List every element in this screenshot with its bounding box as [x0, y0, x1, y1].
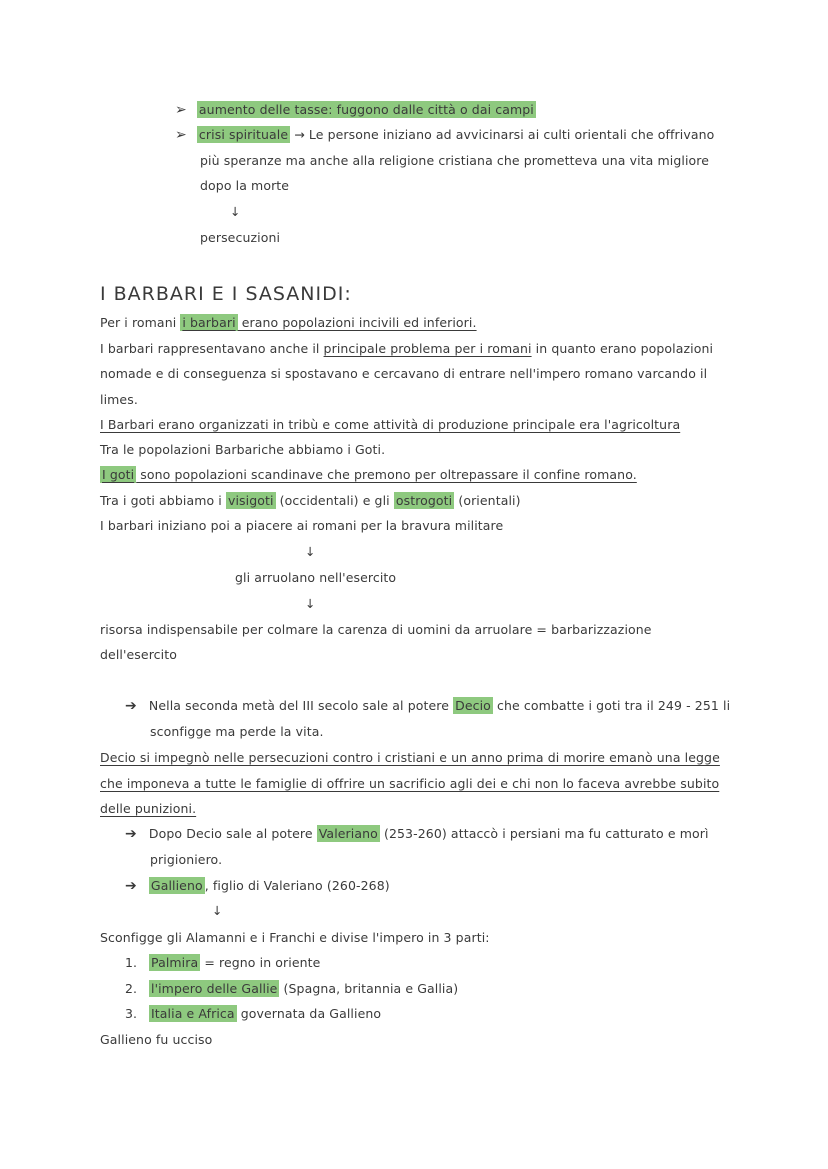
down-arrow-icon: ↓: [305, 544, 316, 559]
para-problema: [100, 340, 713, 358]
para-militare: I barbari iniziano poi a piacere ai romani per la bravura militare: [100, 518, 504, 533]
highlight-decio: Decio: [455, 698, 491, 713]
down-arrow-icon: ↓: [212, 903, 223, 918]
highlight-gallie: l'impero delle Gallie: [151, 981, 278, 996]
bullet-gallieno: [125, 877, 390, 895]
highlight-barbari: i barbari: [182, 315, 236, 330]
para-romani: [100, 314, 477, 332]
text: in quanto erano popolazioni: [531, 341, 714, 356]
text: (orientali): [454, 493, 521, 508]
bullet-arrow-icon: ➔: [125, 826, 137, 842]
text: (Spagna, britannia e Gallia): [279, 981, 459, 996]
bullet-arrow-icon: ➢: [175, 127, 187, 143]
text: I barbari rappresentavano anche il: [100, 341, 324, 356]
bullet-arrow-icon: ➢: [175, 102, 187, 118]
underlined-text: sono popolazioni scandinave che premono per oltrepassare il confine romano.: [136, 467, 637, 482]
para-visigoti: [100, 492, 521, 510]
highlight-crisi: crisi spirituale: [198, 127, 289, 142]
highlight-tasse: aumento delle tasse: fuggono dalle città o dai campi: [198, 102, 534, 117]
gallieno-sconfigge: Sconfigge gli Alamanni e i Franchi e divise l'impero in 3 parti:: [100, 930, 490, 945]
list-number: 1.: [125, 955, 138, 970]
list-number: 3.: [125, 1006, 138, 1021]
para-arruolano: gli arruolano nell'esercito: [235, 570, 397, 585]
text: Dopo Decio sale al potere: [148, 826, 317, 841]
crisi-text: Le persone iniziano ad avvicinarsi ai culti orientali che offrivano: [308, 127, 715, 142]
highlight-visigoti: visigoti: [227, 493, 274, 508]
text: (253-260) attaccò i persiani ma fu catturato e morì: [379, 826, 709, 841]
text: (occidentali) e gli: [275, 493, 394, 508]
right-arrow-icon: →: [294, 127, 305, 142]
bullet-arrow-icon: ➔: [125, 878, 137, 894]
text: Tra i goti abbiamo i: [100, 493, 226, 508]
list-item: [125, 954, 320, 972]
text: Nella seconda metà del III secolo sale al potere: [148, 698, 454, 713]
bullet-decio: [125, 697, 730, 715]
text: , figlio di Valeriano (260-268): [204, 878, 390, 893]
decio-ul1: Decio si impegnò nelle persecuzioni contro i cristiani e un anno prima di morire emanò una legge: [100, 750, 720, 765]
down-arrow-icon: ↓: [230, 204, 241, 219]
para-tribu: I Barbari erano organizzati in tribù e come attività di produzione principale era l'agricoltura: [100, 417, 681, 432]
highlight-italia: Italia e Africa: [151, 1006, 235, 1021]
gallieno-ucciso: Gallieno fu ucciso: [100, 1032, 213, 1047]
para-problema-line3: limes.: [100, 392, 138, 407]
highlight-gallieno: Gallieno: [150, 878, 203, 893]
text: Per i romani: [100, 315, 181, 330]
highlight-goti: I goti: [102, 467, 135, 482]
para-problema-line2: nomade e di conseguenza si spostavano e cercavano di entrare nell'impero romano varcando il: [100, 366, 708, 381]
list-item: [125, 1005, 381, 1023]
decio-ul3: delle punizioni.: [100, 801, 197, 816]
para-goti-intro: Tra le popolazioni Barbariche abbiamo i Goti.: [100, 442, 386, 457]
decio-line2: sconfigge ma perde la vita.: [150, 724, 324, 739]
down-arrow-icon: ↓: [305, 596, 316, 611]
bullet-arrow-icon: ➔: [125, 698, 137, 714]
text: = regno in oriente: [200, 955, 321, 970]
crisi-line3: dopo la morte: [200, 178, 290, 193]
highlight-palmira: Palmira: [151, 955, 199, 970]
underlined-text: erano popolazioni incivili ed inferiori.: [237, 315, 477, 330]
para-goti: [100, 466, 637, 484]
para-risorsa-line2: dell'esercito: [100, 647, 177, 662]
highlight-ostrogoti: ostrogoti: [395, 493, 453, 508]
decio-ul2: che imponeva a tutte le famiglie di offrire un sacrificio agli dei e chi non lo faceva avrebbe subito: [100, 776, 720, 791]
persecuzioni-text: persecuzioni: [200, 230, 281, 245]
valeriano-line2: prigioniero.: [150, 852, 223, 867]
bullet-crisi: [175, 126, 714, 144]
text: che combatte i goti tra il 249 - 251 li: [492, 698, 731, 713]
bullet-tasse: [175, 101, 536, 119]
bullet-valeriano: [125, 825, 709, 843]
para-risorsa: risorsa indispensabile per colmare la carenza di uomini da arruolare = barbarizzazione: [100, 622, 652, 637]
list-number: 2.: [125, 981, 138, 996]
text: governata da Gallieno: [236, 1006, 382, 1021]
highlight-valeriano: Valeriano: [318, 826, 378, 841]
section-title: I BARBARI E I SASANIDI:: [100, 283, 352, 305]
underlined-text: principale problema per i romani: [323, 341, 532, 356]
crisi-line2: più speranze ma anche alla religione cristiana che prometteva una vita migliore: [200, 153, 710, 168]
list-item: [125, 980, 458, 998]
